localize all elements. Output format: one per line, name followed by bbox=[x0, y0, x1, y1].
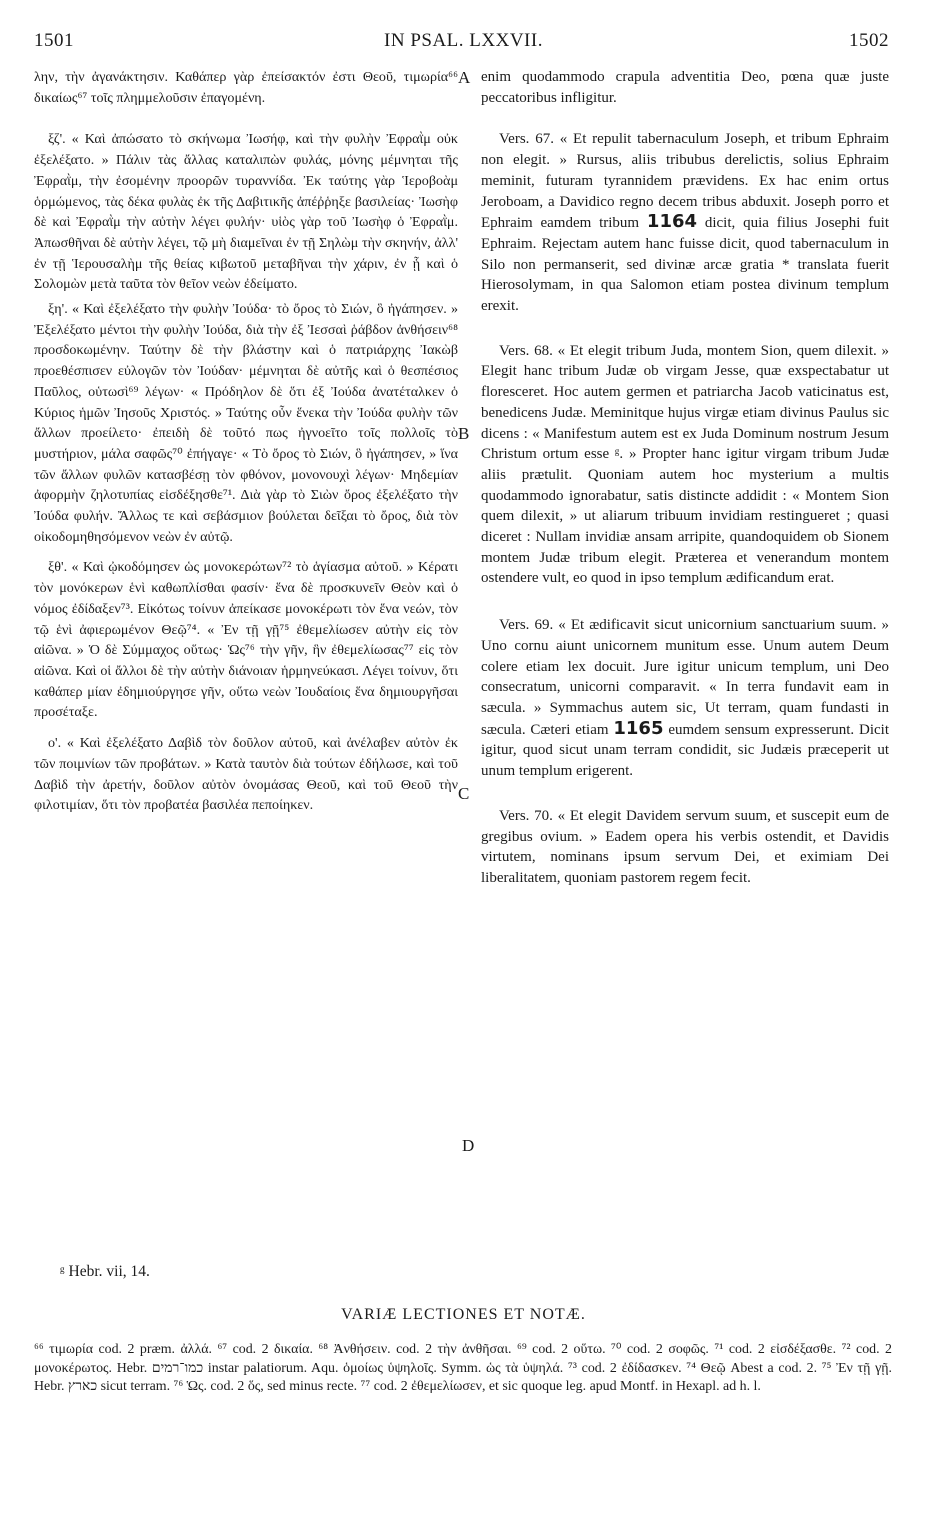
latin-text: Vers. 67. « Et repulit tabernaculum Joseph, et tribum Ephraim non elegit. » Rursus, aliis tribubus derelictis, solius Ephraim meminit, futuram tyrannidem prævidens. Ex hac enim ortus Jeroboam, a Davidico regno decem tribus abduxit. Joseph porro et Ephraim eamdem tribum bbox=[481, 131, 889, 232]
latin-paragraph: enim quodammodo crapula adventitia Deo, pœna quæ juste peccatoribus infligitur. bbox=[481, 69, 889, 106]
greek-paragraph: ξη'. « Καὶ ἐξελέξατο τὴν φυλὴν Ἰούδα· τὸ ὄρος τὸ Σιών, ὃ ἠγάπησεν. » Ἐξελέξατο μέντοι τὴν φυλὴν Ἰούδα, διὰ τὴν ἐξ Ἰεσσαὶ ῥάβδον ἀνθήσειν⁶⁸ προσδοκωμένην. Ταύτην δὲ τὴν βλάστην καὶ ὁ πατριάρχης Ἰακὼβ προεθέσπισεν εὐλογῶν τὸν Ἰούδαν· μέμνηται δὲ αὐτῆς καὶ ὁ θεσπέσιος Παῦλος, οὑτωσὶ⁶⁹ λέγων· « Πρόδηλον δὲ ὅτι ἐξ Ἰούδα ἀνατέταλκεν ὁ Κύριος ἡμῶν Ἰησοῦς Χριστός. » Ταύτης οὖν ἕνεκα τὴν Ἰούδα φυλὴν τῶν ἄλλων προείλετο· ἐπειδὴ δὲ τοῦτό πως ἠγνοεῖτο τοῖς πολλοῖς τὸ μυστήριον, μάλα σαφῶς⁷⁰ ἐπήγαγε· « Τὸ ὄρος τὸ Σιών, ὃ ἠγάπησεν, » ἵνα τῶν ἄλλων φυλῶν κατασβέσῃ τὸν φθόνον, μονονουχὶ λέγων· Μηδεμίαν ἀφορμὴν ζηλοτυπίας εἰσδέξησθε⁷¹. Διὰ γὰρ τὸ Σιὼν ὄρος ἐξελέξατο τὴν Ἰούδα φυλήν. Ἄλλως τε καὶ σεβάσμιον βούλεται δεῖξαι τὸ ὄρος, διὰ τὸν οἰκοδομηθησόμενον νεὼν ἐν αὐτῷ. bbox=[34, 301, 458, 545]
margin-letter-d: D bbox=[462, 1136, 475, 1155]
greek-paragraph: ο'. « Καὶ ἐξελέξατο Δαβὶδ τὸν δοῦλον αὐτοῦ, καὶ ἀνέλαβεν αὐτὸν ἐκ τῶν ποιμνίων τῶν προβάτων. » Κατὰ ταυτὸν διὰ τούτων ἐδήλωσε, καὶ τοῦ Δαβὶδ τὴν ἀρετήν, δοῦλον αὐτὸν ὀνομάσας Θεοῦ, καὶ τοῦ Θεοῦ τὴν φιλοτιμίαν, ὅτι τὸν προβατέα βασιλέα πεποίηκεν. bbox=[34, 735, 458, 814]
left-page-number: 1501 bbox=[34, 30, 74, 51]
page-header bbox=[0, 30, 927, 60]
running-title: IN PSAL. LXXVII. bbox=[384, 30, 543, 51]
margin-letter-b: B bbox=[458, 424, 470, 443]
margin-letter-a: A bbox=[458, 68, 471, 87]
latin-paragraph bbox=[481, 129, 889, 316]
column-number-1164: 1164 bbox=[646, 211, 698, 233]
latin-text: dicit, quia filius Josephi fuit Ephraim. Rejectam autem hanc fuisse dicit, quod tabernaculum in Silo non permanserit, sed divinæ arcæ gratia * translata fuerit Hierosolymam, in qua Salomon etiam postea divinum templum erexit. bbox=[481, 215, 890, 315]
greek-column bbox=[34, 67, 458, 816]
right-page-number: 1502 bbox=[849, 30, 889, 51]
footnote-g: ᵍ Hebr. vii, 14. bbox=[60, 1263, 150, 1280]
greek-paragraph: ξζ'. « Καὶ ἀπώσατο τὸ σκήνωμα Ἰωσήφ, καὶ τὴν φυλὴν Ἐφραῒμ οὐκ ἐξελέξατο. » Πάλιν τὰς ἄλλας καταλιπὼν φυλάς, μόνης μέμνηται τῆς Ἐφραῒμ, τὴν ἐσομένην προορῶν τυραννίδα. Ἐκ ταύτης γὰρ Ἱεροβοὰμ ὁρμώμενος, τὰς δέκα φυλὰς ἐκ τῆς Δαβιτικῆς ἀπέῤῥηξε βασιλείας· Ἰωσὴφ δὲ καὶ Ἐφραῒμ τὴν αὐτὴν λέγει φυλήν· υἱὸς γὰρ τοῦ Ἰωσὴφ ὁ Ἐφραῒμ. Ἀπωσθῆναι δὲ αὐτὴν λέγει, τῷ μὴ διαμεῖναι ἐν τῇ Σηλὼμ τὴν σκηνήν, ἀλλ' ἐν τῇ Ἱερουσαλὴμ τῆς θείας κιβωτοῦ μεταβῆναι τὴν χάριν, ἐν ᾗ καὶ ὁ Σολομὼν μετὰ ταῦτα τὸν θεῖον νεὼν ἐδείματο. bbox=[34, 131, 458, 293]
latin-column bbox=[481, 67, 889, 889]
variae-lectiones-notes bbox=[34, 1341, 892, 1397]
variae-lectiones-title: VARIÆ LECTIONES ET NOTÆ. bbox=[341, 1306, 586, 1323]
column-number-1165: 1165 bbox=[613, 717, 664, 739]
notes-text: ⁶⁶ τιμωρία cod. 2 præm. ἀλλά. ⁶⁷ cod. 2 δικαία. ⁶⁸ Ἀνθήσειν. cod. 2 τὴν ἀνθῆσαι. ⁶⁹ cod. 2 οὕτω. ⁷⁰ cod. 2 σοφῶς. ⁷¹ cod. 2 εἰσδέξασθε. ⁷² cod. 2 μονοκέρωτος. Hebr. כמו־רמים instar palatiorum. Aqu. ὁμοίως ὑψηλοῖς. Symm. ὡς τὰ ὑψηλά. ⁷³ cod. 2 ἐδίδασκεν. ⁷⁴ Θεῷ Abest a cod. 2. ⁷⁵ Ἐν τῇ γῇ. Hebr. כארץ sicut terram. ⁷⁶ Ὡς. cod. 2 ὅς, sed minus recte. ⁷⁷ cod. 2 ἐθεμελίωσεν, et sic quoque leg. apud Montf. in Hexapl. ad h. l. bbox=[34, 1342, 892, 1394]
latin-paragraph: Vers. 68. « Et elegit tribum Juda, montem Sion, quem dilexit. » Elegit hanc tribum Judæ ob virgam Jesse, quæ exspectabatur ut floresceret. Hoc autem germen et patriarcha Jacob vaticinatus est, benedicens Judæ. Meminitque hujus virgæ etiam divinus Paulus sic dicens : « Manifestum autem est ex Juda Dominum nostrum Jesum Christum ortum esse ᵍ. » Propter hanc igitur virgam tribum Judæ aliis prætulit. Quoniam autem hoc mysterium a multis quodammodo ignorabatur, satis distincte addidit : « Montem Sion quem dilexit, » ut aliarum tribuum invidiam restingueret ; quasi diceret : Nullam invidiæ ansam arripite, quandoquidem ob Sionem montem Judæ tribum elegit. Præterea et venerandum montem ostendere vult, eo quod in ipso templum ædificandum erat. bbox=[481, 342, 889, 587]
latin-paragraph bbox=[481, 615, 889, 782]
greek-paragraph: λην, τὴν ἀγανάκτησιν. Καθάπερ γὰρ ἐπείσακτόν ἐστι Θεοῦ, τιμωρία⁶⁶ δικαίως⁶⁷ τοῖς πλημμελοῦσιν ἐπαγομένη. bbox=[34, 69, 458, 106]
latin-text: Vers. 69. « Et ædificavit sicut unicornium sanctuarium suum. » Uno cornu aiunt unicornem munitum esse. Unum autem Deum colere etiam lex docuit. Jure igitur unicum templum, uni Deo consecratum, unicorni comparavit. « In terra fundavit eam in sæcula. » Symmachus autem sic, Ut terram, quam fundasti in sæcula. Cæteri etiam bbox=[481, 617, 889, 738]
margin-letter-c: C bbox=[458, 784, 470, 803]
greek-paragraph: ξθ'. « Καὶ ᾠκοδόμησεν ὡς μονοκερώτων⁷² τὸ ἁγίασμα αὐτοῦ. » Κέρατι τὸν μονόκερων ἑνὶ καθωπλίσθαι φασίν· ἕνα δὲ προσκυνεῖν Θεὸν καὶ ὁ νόμος ἐδίδαξεν⁷³. Εἰκότως τοίνυν ἀπείκασε μονοκέρωτι τὸν ἕνα νεών, τὸν τῷ ἑνὶ ἀφιερωμένον Θεῷ⁷⁴. « Ἐν τῇ γῇ⁷⁵ ἐθεμελίωσεν αὐτὴν εἰς τὸν αἰῶνα. » Ὁ δὲ Σύμμαχος οὕτως· Ὡς⁷⁶ τὴν γῆν, ἣν ἐθεμελίωσας⁷⁷ εἰς τὸν αἰῶνα. Καὶ οἱ ἄλλοι δὲ τὴν αὐτὴν διάνοιαν ἡρμηνεύκασι. Λέγει τοίνυν, ὅτι καθάπερ μίαν ἐδημιούργησε γῆν, οὕτω νεὼν Ἰουδαίοις ἕνα δημιουργῆσαι προσέταξε. bbox=[34, 559, 458, 721]
latin-paragraph: Vers. 70. « Et elegit Davidem servum suum, et suscepit eum de gregibus ovium. » Eadem opera his verbis ostendit, et Davidis virtutem, nominans ipsum servum Dei, et eximiam Dei liberalitatem, quoniam pastorem regem fecit. bbox=[481, 807, 889, 886]
latin-text: eumdem sensum expresserunt. Dicit igitur, quod sicut unam terram condidit, sic Judæis præceperit ut unum templum erigerent. bbox=[481, 721, 889, 780]
